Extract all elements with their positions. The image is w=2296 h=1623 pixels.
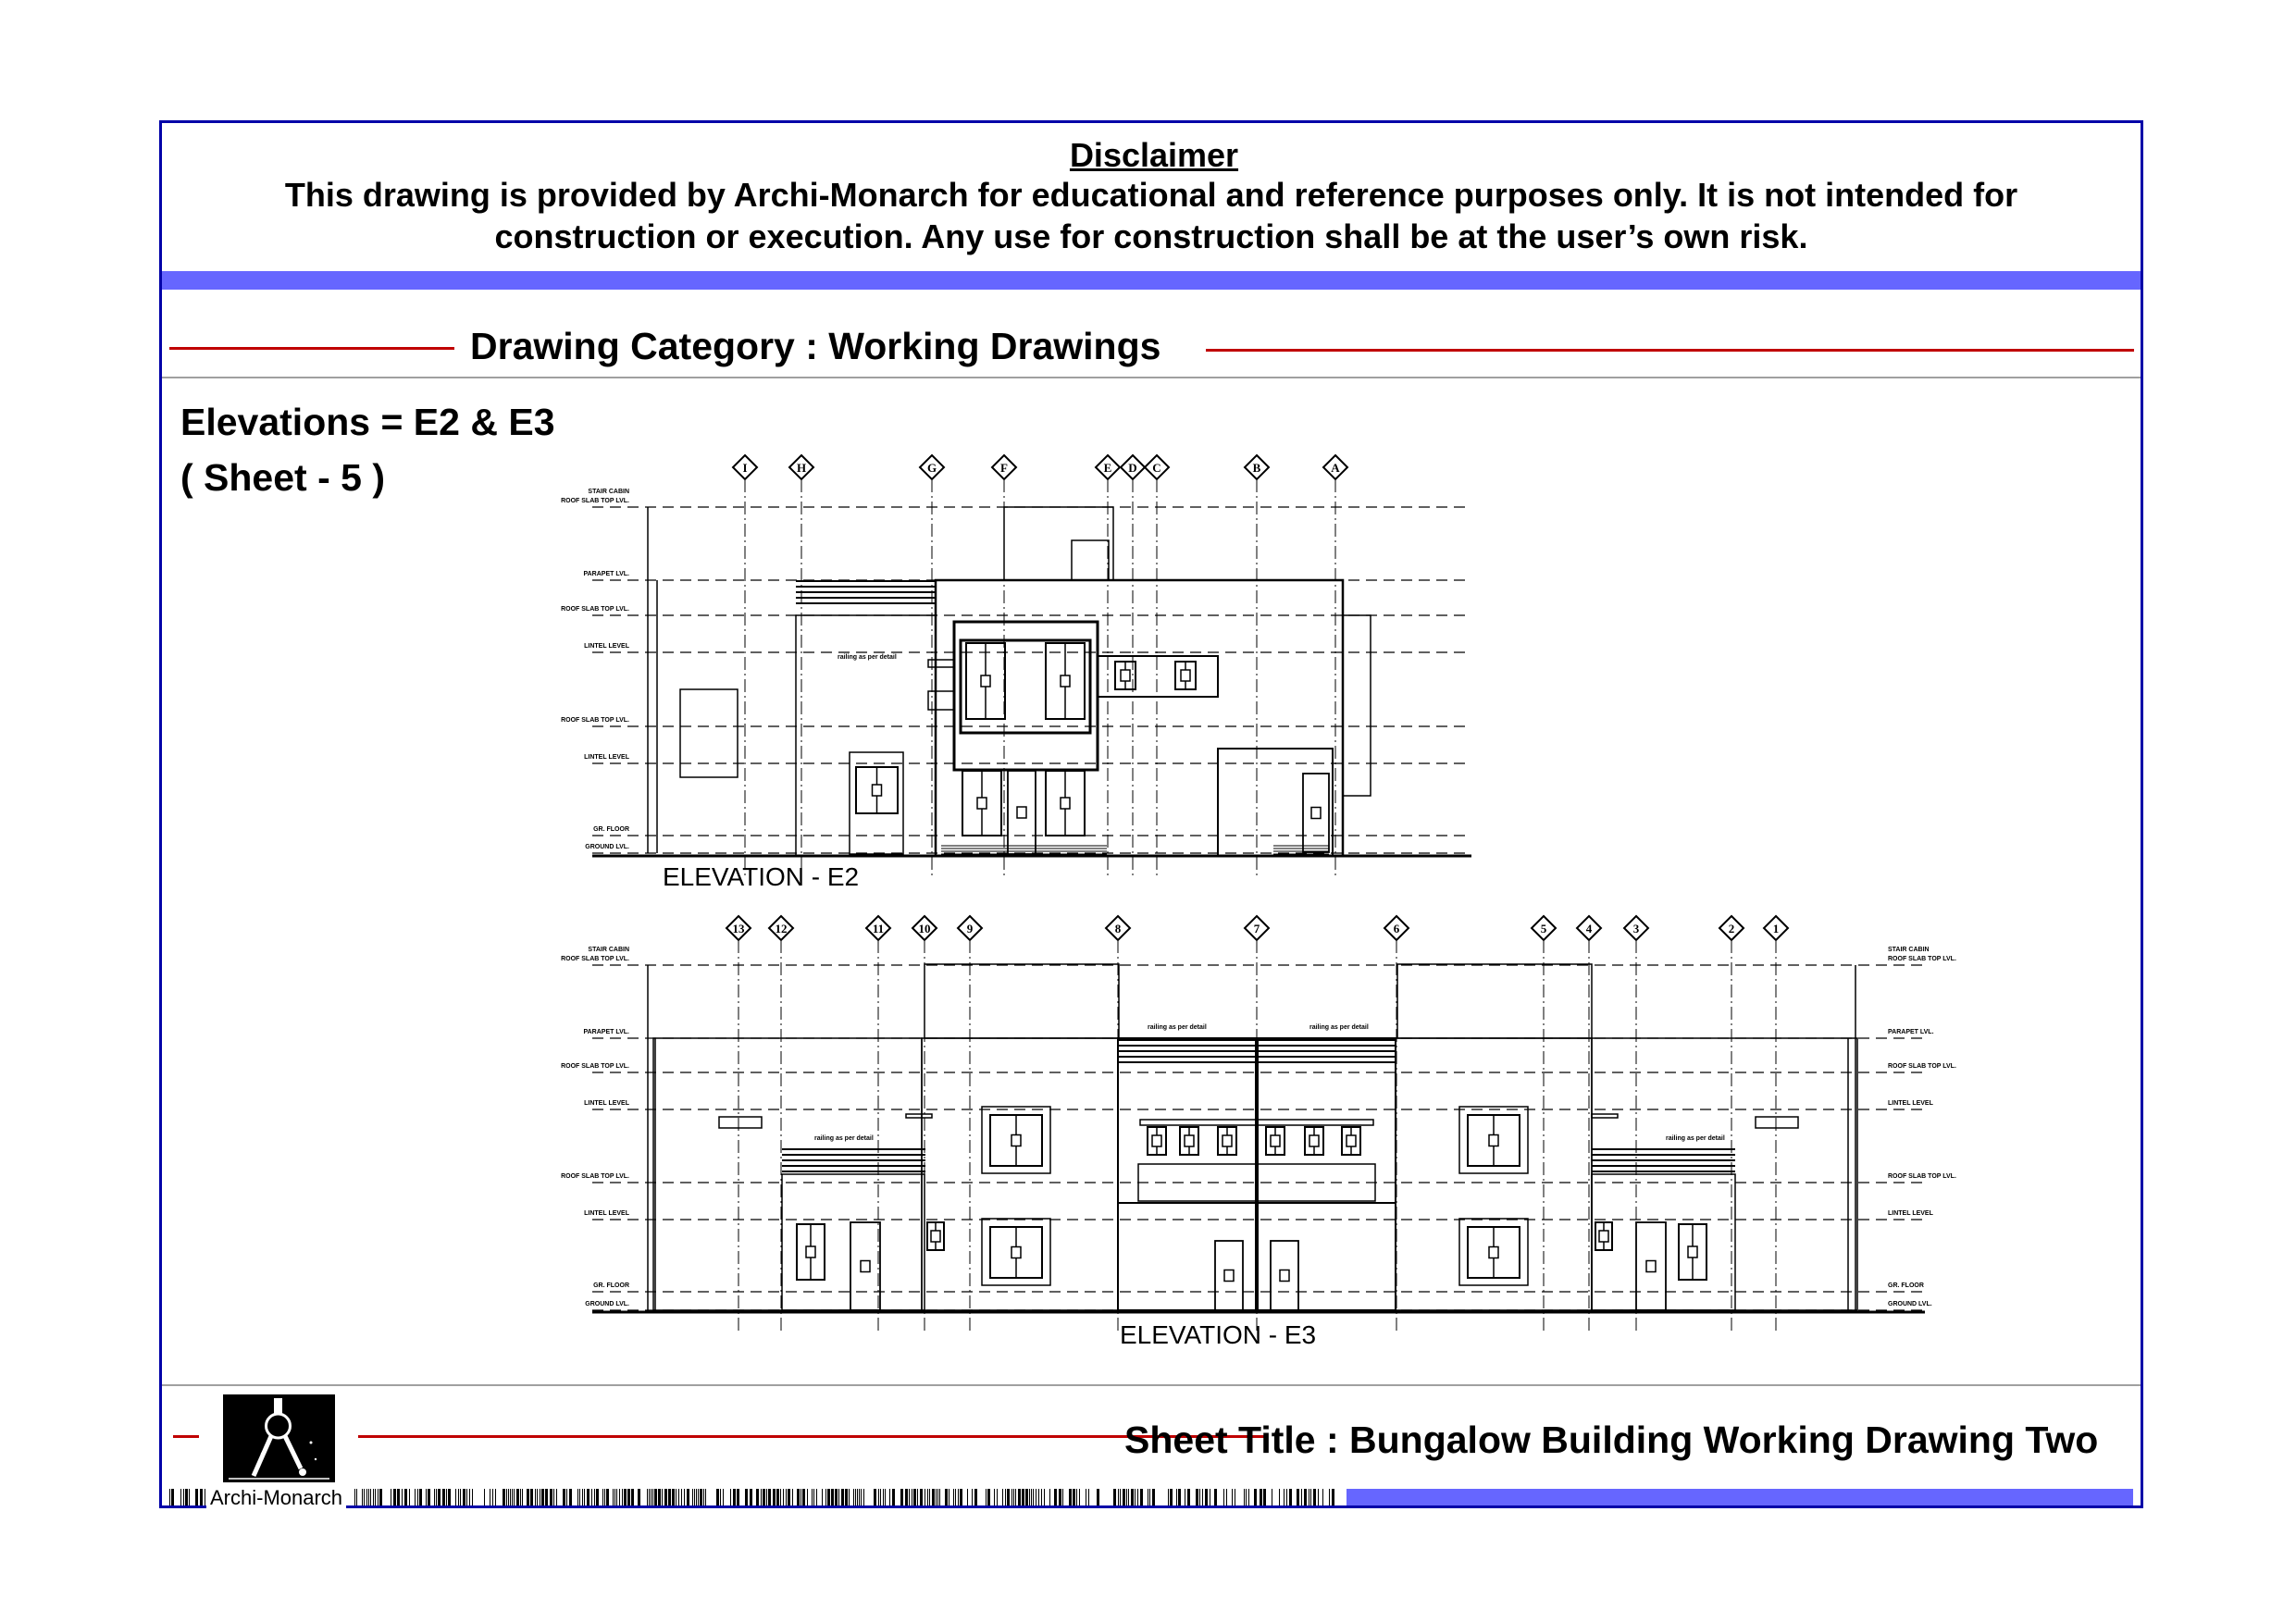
- stair-cabin: [1004, 507, 1113, 580]
- window-tag: [1061, 798, 1070, 809]
- window-tag: [1061, 675, 1070, 687]
- chimney: [1072, 540, 1109, 580]
- window-tag: [1347, 1135, 1356, 1146]
- grid-bubble-label: 2: [1728, 922, 1735, 935]
- grid-bubble-label: 4: [1585, 922, 1593, 935]
- disclaimer-line-1: This drawing is provided by Archi-Monarch for educational and reference purposes only. It is not intended for: [284, 176, 2018, 214]
- railing-note: railing as per detail: [838, 654, 897, 661]
- elevation-e3: [561, 916, 1956, 1332]
- grid-bubble: [769, 916, 793, 940]
- level-label: GR. FLOOR: [593, 826, 629, 833]
- window-tag: [1181, 670, 1190, 681]
- level-label: ROOF SLAB TOP LVL.: [561, 956, 629, 962]
- left-lower-wing: [782, 1174, 925, 1310]
- stair-cabin-right: [1397, 964, 1592, 1038]
- level-label: PARAPET LVL.: [1888, 1029, 1934, 1035]
- lintel: [1592, 1114, 1618, 1118]
- grid-bubble: [1121, 455, 1145, 479]
- garage: [1218, 749, 1333, 856]
- grid-bubble-label: 1: [1772, 922, 1780, 935]
- mid-block-left: [922, 1038, 1118, 1310]
- grid-bubble-label: E: [1103, 461, 1112, 475]
- grid-bubble: [733, 455, 757, 479]
- grid-bubble-label: 9: [966, 922, 974, 935]
- grid-bubble-label: 7: [1253, 922, 1260, 935]
- grid-bubble: [912, 916, 937, 940]
- grid-bubble: [1384, 916, 1409, 940]
- grid-bubble-label: B: [1252, 461, 1261, 475]
- level-label: ROOF SLAB TOP LVL.: [1888, 956, 1956, 962]
- grid-bubble: [1323, 455, 1347, 479]
- level-label: STAIR CABIN: [1888, 947, 1930, 953]
- sheet-title: Sheet Title : Bungalow Building Working Drawing Two: [1124, 1419, 2099, 1461]
- level-label: ROOF SLAB TOP LVL.: [1888, 1063, 1956, 1070]
- level-label: ROOF SLAB TOP LVL.: [561, 1063, 629, 1070]
- sheet-number: ( Sheet - 5 ): [180, 456, 385, 499]
- grid-bubble: [1106, 916, 1130, 940]
- disclaimer-line-2: construction or execution. Any use for construction shall be at the user’s own risk.: [494, 217, 1808, 255]
- door-tag: [1224, 1270, 1234, 1282]
- elevation-e2: [561, 455, 1471, 879]
- grid-bubble: [1096, 455, 1120, 479]
- window-tag: [873, 785, 882, 796]
- level-label: PARAPET LVL.: [583, 1029, 629, 1035]
- door-tag: [861, 1261, 870, 1272]
- grid-bubble-label: H: [796, 461, 807, 475]
- level-label: LINTEL LEVEL: [584, 754, 629, 761]
- left-wing: [796, 615, 936, 856]
- grid-bubble-label: 12: [775, 922, 788, 935]
- grid-bubble: [866, 916, 890, 940]
- level-label: ROOF SLAB TOP LVL.: [1888, 1173, 1956, 1180]
- level-label: LINTEL LEVEL: [584, 1100, 629, 1107]
- window-tag: [1271, 1135, 1280, 1146]
- grid-bubble-label: 13: [732, 922, 745, 935]
- level-label: ROOF SLAB TOP LVL.: [561, 498, 629, 504]
- level-label: LINTEL LEVEL: [584, 643, 629, 650]
- grid-bubble-label: C: [1152, 461, 1161, 475]
- door-tag: [1646, 1261, 1656, 1272]
- elevation-e2-title: ELEVATION - E2: [663, 862, 860, 891]
- grid-bubble: [1532, 916, 1556, 940]
- grid-bubble: [920, 455, 944, 479]
- window-tag: [1011, 1247, 1021, 1258]
- level-label: LINTEL LEVEL: [584, 1210, 629, 1217]
- window-tag: [981, 675, 990, 687]
- grid-bubble-label: 5: [1540, 922, 1547, 935]
- grid-bubble: [1764, 916, 1788, 940]
- elevations-title: Elevations = E2 & E3: [180, 401, 555, 443]
- grid-bubble-label: F: [1000, 461, 1008, 475]
- window-tag: [1121, 670, 1130, 681]
- level-label: GROUND LVL.: [1888, 1301, 1932, 1307]
- window-tag: [1309, 1135, 1319, 1146]
- grid-bubble-label: 3: [1632, 922, 1640, 935]
- grid-bubble: [1245, 916, 1269, 940]
- railing-note: railing as per detail: [1148, 1024, 1207, 1031]
- grid-bubble: [1577, 916, 1601, 940]
- level-label: STAIR CABIN: [588, 489, 629, 495]
- level-label: PARAPET LVL.: [583, 571, 629, 577]
- grid-bubble: [1719, 916, 1744, 940]
- grid-bubble-label: 6: [1393, 922, 1400, 935]
- grid-bubble: [1245, 455, 1269, 479]
- grid-bubble: [789, 455, 813, 479]
- level-label: GROUND LVL.: [585, 844, 629, 850]
- level-label: LINTEL LEVEL: [1888, 1210, 1933, 1217]
- door-tag: [1017, 807, 1026, 818]
- door-tag: [1280, 1270, 1289, 1282]
- lintel: [906, 1114, 932, 1118]
- level-label: ROOF SLAB TOP LVL.: [561, 717, 629, 724]
- grid-bubble-label: A: [1331, 461, 1340, 475]
- level-label: LINTEL LEVEL: [1888, 1100, 1933, 1107]
- level-label: ROOF SLAB TOP LVL.: [561, 606, 629, 613]
- grid-bubble: [1624, 916, 1648, 940]
- level-label: ROOF SLAB TOP LVL.: [561, 1173, 629, 1180]
- railing-note: railing as per detail: [814, 1135, 874, 1142]
- grid-bubble-label: 11: [872, 922, 885, 935]
- door-tag: [1311, 808, 1321, 819]
- brand-label: Archi-Monarch: [206, 1486, 346, 1510]
- stair-cabin-left: [925, 964, 1119, 1038]
- window-tag: [977, 798, 987, 809]
- window-tag: [1222, 1135, 1232, 1146]
- canopy: [719, 1117, 762, 1128]
- window-tag: [1152, 1135, 1161, 1146]
- level-label: GR. FLOOR: [1888, 1282, 1924, 1289]
- level-label: GR. FLOOR: [593, 1282, 629, 1289]
- window-tag: [1688, 1246, 1697, 1258]
- left-box: [680, 689, 738, 777]
- grid-bubble-label: D: [1128, 461, 1137, 475]
- level-label: GROUND LVL.: [585, 1301, 629, 1307]
- grid-bubble: [958, 916, 982, 940]
- elevation-e3-title: ELEVATION - E3: [1120, 1320, 1317, 1349]
- disclaimer-title: Disclaimer: [1069, 136, 1239, 174]
- drawing-category: Drawing Category : Working Drawings: [470, 325, 1161, 367]
- window-tag: [931, 1231, 940, 1242]
- railing-note: railing as per detail: [1666, 1135, 1725, 1142]
- window-tag: [1185, 1135, 1194, 1146]
- grid-bubble-label: 10: [918, 922, 931, 935]
- grid-bubble-label: 8: [1114, 922, 1122, 935]
- grid-bubble-label: G: [926, 461, 937, 475]
- grid-bubble: [992, 455, 1016, 479]
- canopy: [1756, 1117, 1798, 1128]
- grid-bubble: [1145, 455, 1169, 479]
- right-fin: [1343, 615, 1371, 796]
- railing-note: railing as per detail: [1309, 1024, 1369, 1031]
- window-tag: [1599, 1231, 1608, 1242]
- right-lower-wing: [1592, 1174, 1735, 1310]
- level-label: STAIR CABIN: [588, 947, 629, 953]
- window-tag: [1011, 1135, 1021, 1146]
- grid-bubble: [726, 916, 751, 940]
- grid-bubble-label: I: [742, 461, 748, 475]
- window-tag: [1489, 1135, 1498, 1146]
- window-tag: [1489, 1247, 1498, 1258]
- window-tag: [806, 1246, 815, 1258]
